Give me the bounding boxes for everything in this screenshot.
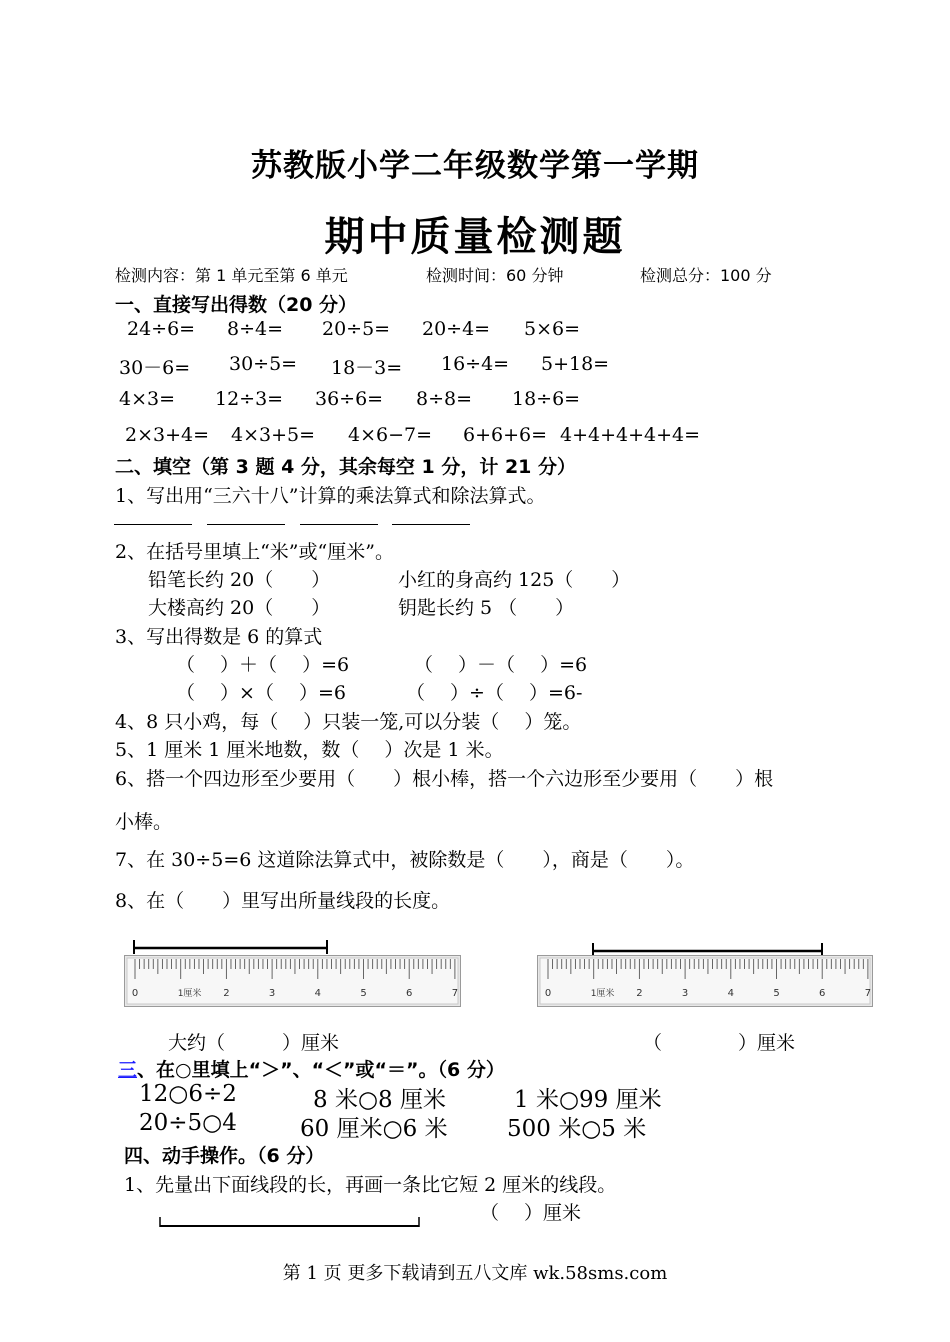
section1-heading: 一、直接写出得数（20 分） (115, 294, 358, 316)
calc-item: 4×3= (119, 388, 176, 410)
compare-item: 1 米○99 厘米 (514, 1087, 662, 1113)
answer-blank[interactable] (207, 524, 285, 525)
unit-item: 小红的身高约 125（ ） (398, 569, 631, 591)
calc-item: 30÷5= (229, 353, 298, 375)
question-2-6: 6、搭一个四边形至少要用（ ）根小棒，搭一个六边形至少要用（ ）根 (115, 768, 774, 790)
ruler-label: 7 (451, 988, 459, 999)
question-2-7: 7、在 30÷5=6 这道除法算式中，被除数是（ ），商是（ ）。 (115, 849, 695, 871)
calc-row-4 (0, 424, 950, 454)
page-footer: 第 1 页 更多下载请到五八文库 wk.58sms.com (282, 1263, 668, 1284)
calc-item: 4×3+5= (231, 424, 316, 446)
question-2-6-cont: 小棒。 (115, 811, 173, 833)
calc-item: 2×3+4= (125, 424, 210, 446)
calc-item: 8÷4= (227, 318, 284, 340)
answer-right: （ ）厘米 (643, 1032, 796, 1054)
calc-item: 24÷6= (127, 318, 196, 340)
compare-item: 20÷5○4 (139, 1110, 237, 1136)
section3-number-link[interactable]: 三 (118, 1059, 138, 1081)
question-2-3: 3、写出得数是 6 的算式 (115, 626, 323, 648)
meta-time: 检测时间：60 分钟 (426, 266, 564, 285)
answer-left: 大约（ ）厘米 (168, 1032, 340, 1054)
calc-item: 16÷4= (441, 353, 510, 375)
question-2-5: 5、1 厘米 1 厘米地数，数（ ）次是 1 米。 (115, 739, 504, 761)
ruler-label: 5 (360, 988, 367, 999)
ruler-right (537, 955, 873, 1007)
ruler-left (124, 955, 461, 1007)
calc-item: 5+18= (541, 353, 610, 375)
compare-item: 8 米○8 厘米 (313, 1087, 446, 1113)
section4-heading: 四、动手操作。（6 分） (124, 1145, 325, 1167)
calc-item: 18－3= (331, 357, 403, 379)
calc-item: 4×6−7= (348, 424, 433, 446)
calc-item: 5×6= (524, 318, 581, 340)
section2-heading: 二、填空（第 3 题 4 分，其余每空 1 分，计 21 分） (115, 456, 577, 478)
answer-blank[interactable] (300, 524, 378, 525)
calc-item: 6+6+6= (463, 424, 548, 446)
ruler-label: 6 (819, 988, 826, 999)
ruler-label: 6 (406, 988, 413, 999)
page-title: 苏教版小学二年级数学第一学期 (251, 148, 699, 184)
question-4-1: 1、先量出下面线段的长，再画一条比它短 2 厘米的线段。 (124, 1174, 617, 1196)
calc-item: 36÷6= (315, 388, 384, 410)
section3-heading-text: 、在○里填上“＞”、“＜”或“＝”。（6 分） (137, 1059, 505, 1081)
calc-item: 12÷3= (215, 388, 284, 410)
calc-item: 20÷5= (322, 318, 391, 340)
calc-item: 18÷6= (512, 388, 581, 410)
ruler-label: 1厘米 (177, 989, 202, 999)
calc-row-1 (0, 318, 950, 348)
ruler-label: 3 (681, 988, 689, 999)
answer-blank[interactable] (392, 524, 470, 525)
page-subtitle: 期中质量检测题 (324, 214, 626, 260)
question-2-1: 1、写出用“三六十八”计算的乘法算式和除法算式。 (115, 485, 546, 507)
question-2-4: 4、8 只小鸡，每（ ）只装一笼,可以分装（ ）笼。 (115, 711, 582, 733)
ruler-label: 1厘米 (590, 989, 615, 999)
ruler-label: 4 (314, 988, 321, 999)
compare-item: 60 厘米○6 米 (300, 1116, 448, 1142)
question-2-2: 2、在括号里填上“米”或“厘米”。 (115, 541, 394, 563)
calc-row-3 (0, 388, 950, 418)
ruler-label: 2 (636, 988, 643, 999)
equation-item: （ ）÷（ ）=6- (406, 682, 583, 704)
ruler-label: 5 (773, 988, 780, 999)
answer-4-1: （ ）厘米 (480, 1202, 582, 1224)
segment-to-measure (156, 1214, 424, 1230)
ruler-label: 3 (268, 988, 276, 999)
unit-item: 铅笔长约 20（ ） (148, 569, 331, 591)
calc-row-2 (0, 353, 950, 383)
unit-item: 大楼高约 20（ ） (148, 597, 331, 619)
equation-item: （ ）＋（ ）=6 (176, 654, 350, 676)
ruler-label: 2 (223, 988, 230, 999)
question-2-8: 8、在（ ）里写出所量线段的长度。 (115, 890, 451, 912)
unit-item: 钥匙长约 5 （ ） (398, 597, 575, 619)
measured-segment-left (130, 938, 335, 956)
compare-item: 12○6÷2 (139, 1081, 237, 1107)
equation-item: （ ）－（ ）=6 (414, 654, 588, 676)
ruler-label: 0 (544, 988, 552, 999)
calc-item: 8÷8= (416, 388, 473, 410)
equation-item: （ ）×（ ）=6 (176, 682, 347, 704)
ruler-label: 0 (131, 988, 139, 999)
meta-score: 检测总分：100 分 (640, 266, 772, 285)
calc-item: 4+4+4+4+4= (560, 424, 701, 446)
meta-content: 检测内容：第 1 单元至第 6 单元 (115, 266, 348, 285)
answer-blank[interactable] (114, 524, 192, 525)
ruler-label: 4 (727, 988, 734, 999)
ruler-label: 7 (864, 988, 872, 999)
calc-item: 20÷4= (422, 318, 491, 340)
section3-heading (118, 1055, 505, 1082)
compare-item: 500 米○5 米 (507, 1116, 647, 1142)
calc-item: 30－6= (119, 357, 191, 379)
